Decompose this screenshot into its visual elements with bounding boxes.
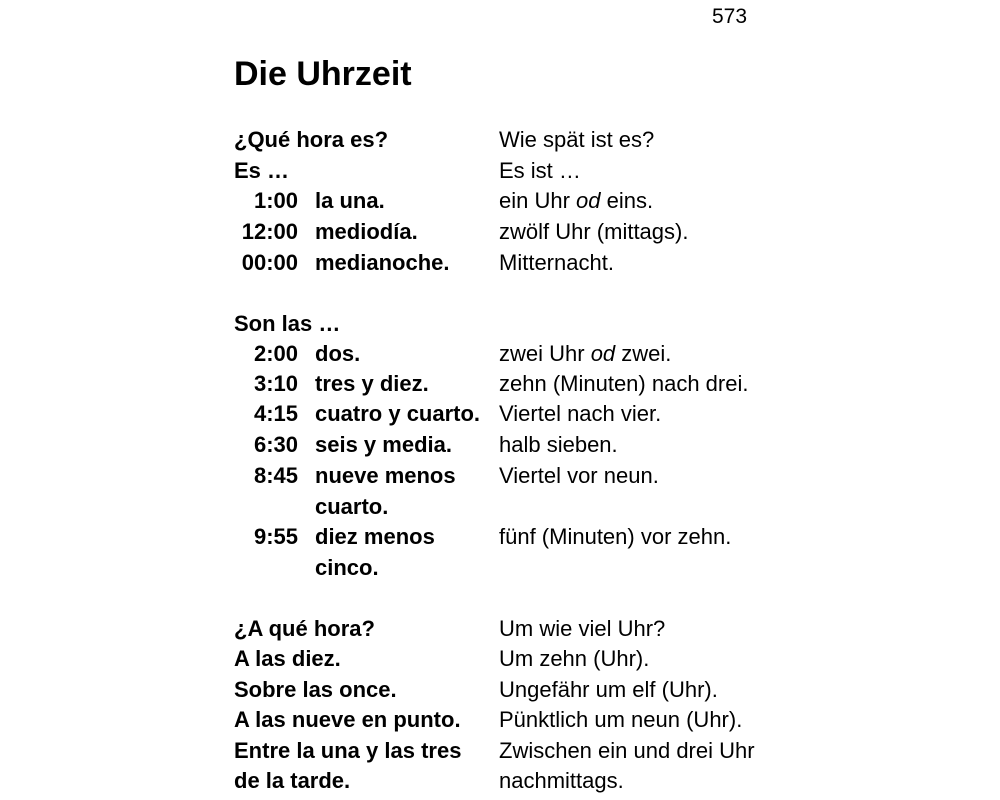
time-phrase-de: zwölf Uhr (mittags). (499, 219, 689, 244)
time-label: 8:45 (253, 463, 298, 488)
time-label: 00:00 (241, 250, 298, 275)
time-label: 12:00 (241, 219, 298, 244)
time-phrase-es: medianoche. (315, 250, 450, 275)
time-label: 1:00 (253, 188, 298, 213)
phrase-de-continued: nachmittags. (499, 768, 624, 793)
time-phrase-es: mediodía. (315, 219, 418, 244)
time-phrase-de: Viertel vor neun. (499, 463, 659, 488)
phrase-es: A las diez. (234, 646, 341, 671)
time-phrase-de (499, 339, 671, 369)
abbrev-od: od (576, 188, 601, 213)
phrase-es: Entre la una y las tres (234, 738, 462, 763)
phrase-question-de: Wie spät ist es? (499, 127, 655, 152)
de-text: zwei Uhr (499, 341, 591, 366)
time-phrase-de: Mitternacht. (499, 250, 614, 275)
time-label: 3:10 (253, 371, 298, 396)
phrase-es-is-de: Es ist … (499, 158, 581, 183)
de-text: eins. (600, 188, 654, 213)
phrase-de: Um wie viel Uhr? (499, 616, 666, 641)
time-phrase-de: Viertel nach vier. (499, 401, 662, 426)
time-phrase-es: dos. (315, 341, 361, 366)
time-phrase-es: seis y media. (315, 432, 452, 457)
time-phrase-de: fünf (Minuten) vor zehn. (499, 524, 732, 549)
time-phrase-es: cuatro y cuarto. (315, 401, 481, 426)
time-label: 2:00 (253, 341, 298, 366)
phrase-es: A las nueve en punto. (234, 707, 461, 732)
time-label: 4:15 (253, 401, 298, 426)
phrase-son-las-es: Son las … (234, 311, 341, 336)
abbrev-od: od (590, 341, 616, 366)
phrase-es: ¿A qué hora? (234, 616, 375, 641)
phrase-de: Zwischen ein und drei Uhr (499, 738, 755, 763)
time-phrase-de: halb sieben. (499, 432, 618, 457)
phrase-es-continued: de la tarde. (234, 768, 351, 793)
page-number: 573 (712, 5, 748, 28)
time-phrase-de (499, 186, 653, 216)
time-phrase-es: diez menos (315, 524, 435, 549)
time-phrase-es-continued: cinco. (315, 555, 379, 580)
time-phrase-es: tres y diez. (315, 371, 429, 396)
phrase-es-is-es: Es … (234, 158, 290, 183)
de-text: zwei. (615, 341, 672, 366)
phrase-es: Sobre las once. (234, 677, 397, 702)
de-text: ein Uhr (499, 188, 577, 213)
phrase-de: Um zehn (Uhr). (499, 646, 650, 671)
time-label: 6:30 (253, 432, 298, 457)
time-phrase-es: nueve menos (315, 463, 456, 488)
phrase-de: Pünktlich um neun (Uhr). (499, 707, 743, 732)
page-title: Die Uhrzeit (234, 55, 412, 93)
time-phrase-de: zehn (Minuten) nach drei. (499, 371, 749, 396)
time-phrase-es-continued: cuarto. (315, 494, 389, 519)
time-phrase-es: la una. (315, 188, 385, 213)
time-label: 9:55 (253, 524, 298, 549)
phrase-de: Ungefähr um elf (Uhr). (499, 677, 718, 702)
phrase-question-es: ¿Qué hora es? (234, 127, 389, 152)
